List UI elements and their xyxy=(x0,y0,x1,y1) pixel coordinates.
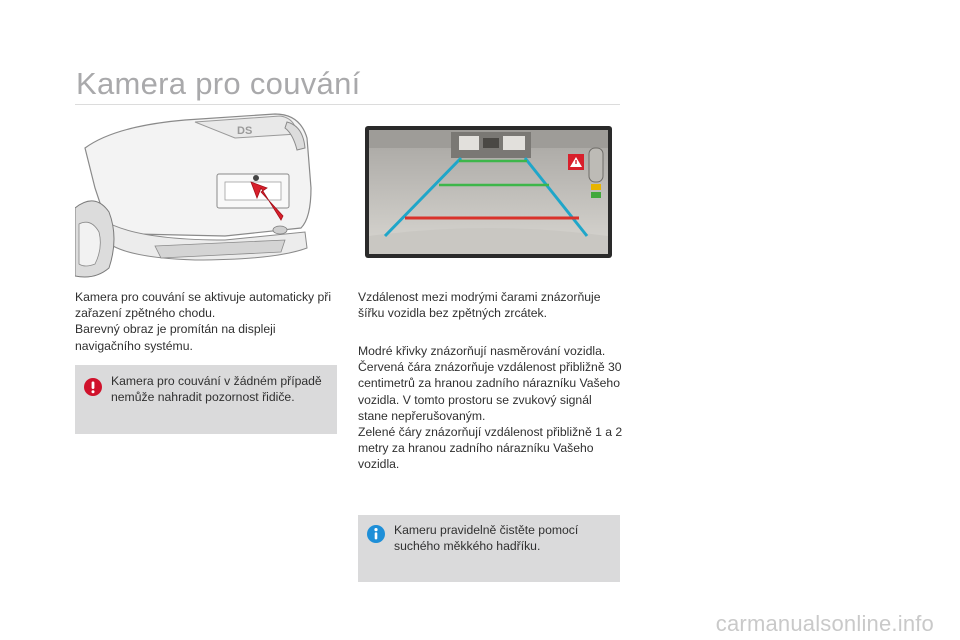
page-title: Kamera pro couvání xyxy=(76,66,361,101)
watermark: carmanualsonline.info xyxy=(715,611,934,636)
warning-notice xyxy=(75,365,337,434)
right-column-intro xyxy=(358,289,620,321)
warning-icon xyxy=(84,378,102,396)
svg-text:DS: DS xyxy=(237,125,253,137)
paragraph-red-line: Červená čára znázorňuje vzdálenost přibližně 30 centimetrů za hranou zadního nárazníku Vašeho vozidla. V tomto prostoru se zvukový signál stane nepřerušovaným. xyxy=(358,360,622,423)
info-notice-text: Kameru pravidelně čistěte pomocí suchého měkkého hadříku. xyxy=(394,523,579,554)
reversing-camera-display xyxy=(355,108,620,280)
paragraph-green-lines: Zelené čáry znázorňují vzdálenost přibližně 1 a 2 metry za hranou zadního nárazníku Vašeho vozidla. xyxy=(358,425,623,472)
warning-notice-text: Kamera pro couvání v žádném případě nemůže nahradit pozornost řidiče. xyxy=(111,374,322,405)
info-notice xyxy=(358,515,620,582)
paragraph-activation: Kamera pro couvání se aktivuje automaticky při zařazení zpětného chodu. xyxy=(75,290,332,321)
paragraph-blue-curves: Modré křivky znázorňují nasměrování vozidla. xyxy=(358,344,606,358)
car-rear-illustration xyxy=(75,108,337,280)
info-icon xyxy=(367,525,385,543)
left-column-text xyxy=(75,289,337,354)
paragraph-blue-lines: Vzdálenost mezi modrými čarami znázorňuje šířku vozidla bez zpětných zrcátek. xyxy=(358,290,601,321)
right-column-description xyxy=(358,343,624,473)
paragraph-display: Barevný obraz je promítán na displeji navigačního systému. xyxy=(75,322,276,353)
title-divider xyxy=(75,104,620,105)
